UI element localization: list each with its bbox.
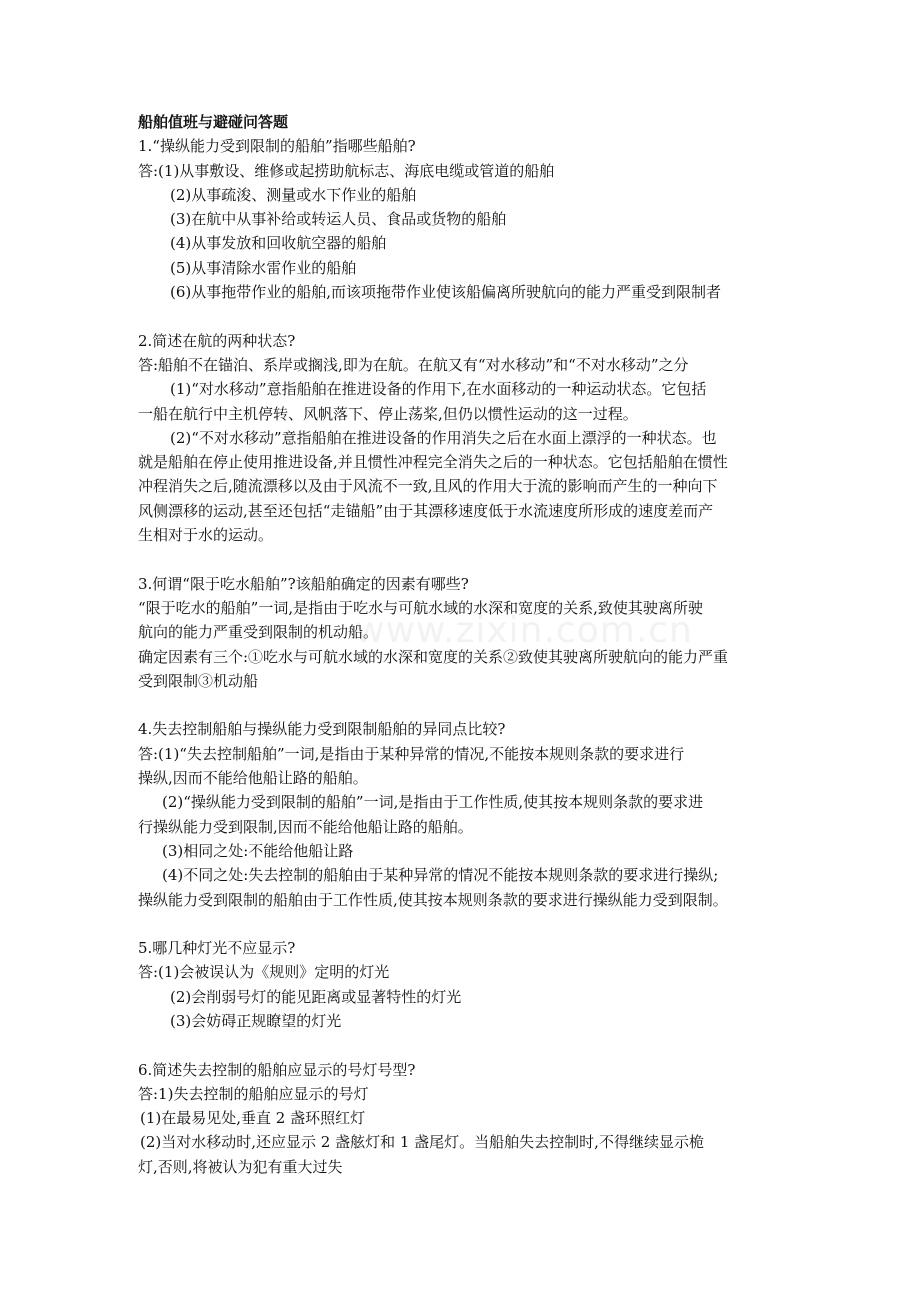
answer-line: 灯,否则,将被认为犯有重大过失 [138,1157,343,1176]
answer-line: (4)不同之处:失去控制的船舶由于某种异常的情况不能按本规则条款的要求进行操纵; [162,866,719,885]
answer-line: (2)从事疏浚、测量或水下作业的船舶 [170,185,417,204]
qa-section-4 [138,717,788,911]
document-title: 船舶值班与避碰问答题 [138,113,289,131]
answer-line: 受到限制③机动船 [138,671,259,690]
answer-line: 行操纵能力受到限制,因而不能给他船让路的船舶。 [138,817,473,836]
answer-line: 答:(1)会被误认为《规则》定明的灯光 [138,963,390,982]
answer-line: (2)“操纵能力受到限制的船舶”一词,是指由于工作性质,使其按本规则条款的要求进 [162,793,704,812]
answer-line: 航向的能力严重受到限制的机动船。 [138,623,379,642]
answer-line: 冲程消失之后,随流漂移以及由于风流不一致,且风的作用大于流的影响而产生的一种向下 [138,477,718,496]
qa-section-6 [138,1058,788,1179]
watermark-text: www.zixin.com.cn [355,610,693,651]
document-page [138,110,788,1179]
answer-line: (5)从事清除水雷作业的船舶 [170,258,357,277]
answer-line: 操纵,因而不能给他船让路的船舶。 [138,769,368,788]
qa-section-1 [138,134,788,304]
answer-line: (1)“对水移动”意指船舶在推进设备的作用下,在水面移动的一种运动状态。它包括 [170,380,707,399]
qa-section-3 [138,572,788,693]
answer-line: 就是船舶在停止使用推进设备,并且惯性冲程完全消失之后的一种状态。它包括船舶在惯性 [138,453,728,472]
answer-line: 操纵能力受到限制的船舶由于工作性质,使其按本规则条款的要求进行操纵能力受到限制。 [138,890,728,909]
question-2: 2.简述在航的两种状态? [138,331,296,350]
answer-line: 生相对于水的运动。 [138,526,274,545]
answer-line: (2)“不对水移动”意指船舶在推进设备的作用消失之后在水面上漂浮的一种状态。也 [170,428,717,447]
answer-line: (3)会妨碍正规瞭望的灯光 [170,1011,342,1030]
answer-line: (2)当对水移动时,还应显示 2 盏舷灯和 1 盏尾灯。当船舶失去控制时,不得继续显示桅 [140,1133,704,1152]
question-5: 5.哪几种灯光不应显示? [138,939,296,958]
answer-line: (4)从事发放和回收航空器的船舶 [170,234,387,253]
answer-line: (3)在航中从事补给或转运人员、食品或货物的船舶 [170,210,507,229]
answer-line: 答:(1)“失去控制船舶”一词,是指由于某种异常的情况,不能按本规则条款的要求进行 [138,744,685,763]
question-1: 1.“操纵能力受到限制的船舶”指哪些船舶? [138,137,416,156]
answer-line: (3)相同之处:不能给他船让路 [162,841,354,860]
answer-line: “限于吃水的船舶”一词,是指由于吃水与可航水域的水深和宽度的关系,致使其驶离所驶 [138,598,703,617]
answer-line: 确定因素有三个:①吃水与可航水域的水深和宽度的关系②致使其驶离所驶航向的能力严重 [138,647,729,666]
answer-line: (1)在最易见处,垂直 2 盏环照红灯 [140,1109,366,1128]
answer-line: 答:船舶不在锚泊、系岸或搁浅,即为在航。在航又有“对水移动”和“不对水移动”之分 [138,355,689,374]
answer-line: 答:1)失去控制的船舶应显示的号灯 [138,1084,369,1103]
answer-line: 风侧漂移的运动,甚至还包括“走锚船”由于其漂移速度低于水流速度所形成的速度差而产 [138,501,714,520]
question-6: 6.简述失去控制的船舶应显示的号灯号型? [138,1060,416,1079]
answer-line: (6)从事拖带作业的船舶,而该项拖带作业使该船偏离所驶航向的能力严重受到限制者 [170,283,722,302]
qa-section-5 [138,936,788,1033]
answer-line: 答:(1)从事敷设、维修或起捞助航标志、海底电缆或管道的船舶 [138,161,555,180]
answer-line: (2)会削弱号灯的能见距离或显著特性的灯光 [170,987,462,1006]
answer-line: 一船在航行中主机停转、风帆落下、停止荡桨,但仍以惯性运动的这一过程。 [138,404,638,423]
question-4: 4.失去控制船舶与操纵能力受到限制船舶的异同点比较? [138,720,506,739]
qa-section-2 [138,329,788,548]
question-3: 3.何谓“限于吃水船舶”?该船舶确定的因素有哪些? [138,574,469,593]
